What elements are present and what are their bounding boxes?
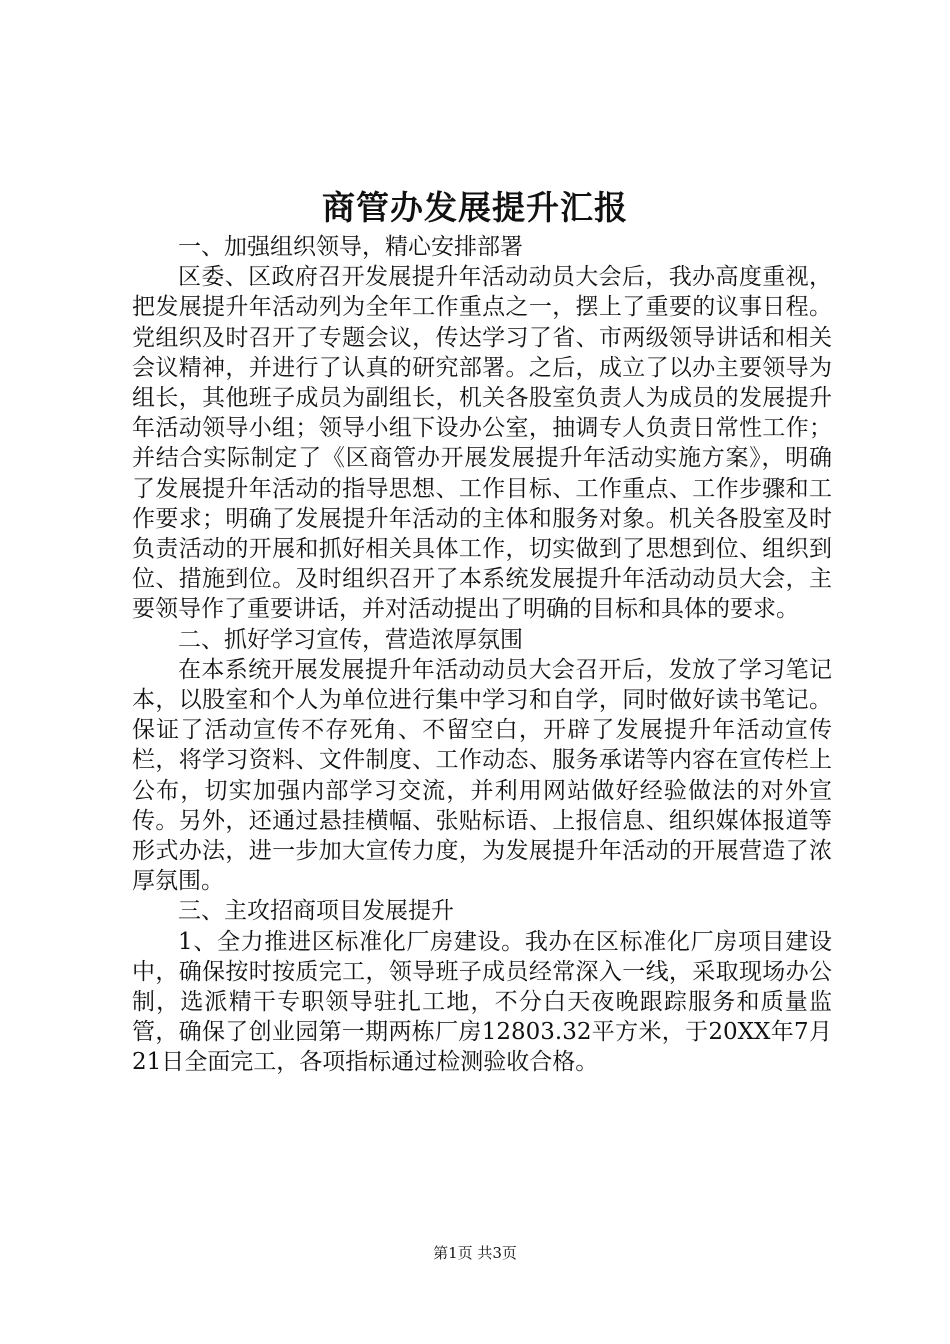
document-body (132, 232, 832, 1078)
section-1-paragraph: 区委、区政府召开发展提升年活动动员大会后，我办高度重视，把发展提升年活动列为全年工作重点之一，摆上了重要的议事日程。党组织及时召开了专题会议，传达学习了省、市两级领导讲话和相关会议精神，并进行了认真的研究部署。之后，成立了以办主要领导为组长，其他班子成员为副组长，机关各股室负责人为成员的发展提升年活动领导小组；领导小组下设办公室，抽调专人负责日常性工作；并结合实际制定了《区商管办开展发展提升年活动实施方案》，明确了发展提升年活动的指导思想、工作目标、工作重点、工作步骤和工作要求；明确了发展提升年活动的主体和服务对象。机关各股室及时负责活动的开展和抓好相关具体工作，切实做到了思想到位、组织到位、措施到位。及时组织召开了本系统发展提升年活动动员大会，主要领导作了重要讲话，并对活动提出了明确的目标和具体的要求。 (132, 264, 832, 623)
section-2-paragraph: 在本系统开展发展提升年活动动员大会召开后，发放了学习笔记本，以股室和个人为单位进行集中学习和自学，同时做好读书笔记。保证了活动宣传不存死角、不留空白，开辟了发展提升年活动宣传栏，将学习资料、文件制度、工作动态、服务承诺等内容在宣传栏上公布，切实加强内部学习交流，并利用网站做好经验做法的对外宣传。另外，还通过悬挂横幅、张贴标语、上报信息、组织媒体报道等形式办法，进一步加大宣传力度，为发展提升年活动的开展营造了浓厚氛围。 (132, 656, 832, 895)
page-footer: 第1页 共3页 (433, 1244, 517, 1262)
section-heading-1: 一、加强组织领导，精心安排部署 (178, 234, 523, 260)
document-title: 商管办发展提升汇报 (322, 188, 628, 227)
section-heading-3: 三、主攻招商项目发展提升 (178, 898, 454, 925)
section-heading-2: 二、抓好学习宣传，营造浓厚氛围 (178, 626, 523, 653)
section-3-paragraph: 1、全力推进区标准化厂房建设。我办在区标准化厂房项目建设中，确保按时按质完工，领导班子成员经常深入一线，采取现场办公制，选派精干专职领导驻扎工地，不分白天夜晚跟踪服务和质量监管，确保了创业园第一期两栋厂房12803.32平方米，于20XX年7月21日全面完工，各项指标通过检测验收合格。 (132, 928, 832, 1076)
